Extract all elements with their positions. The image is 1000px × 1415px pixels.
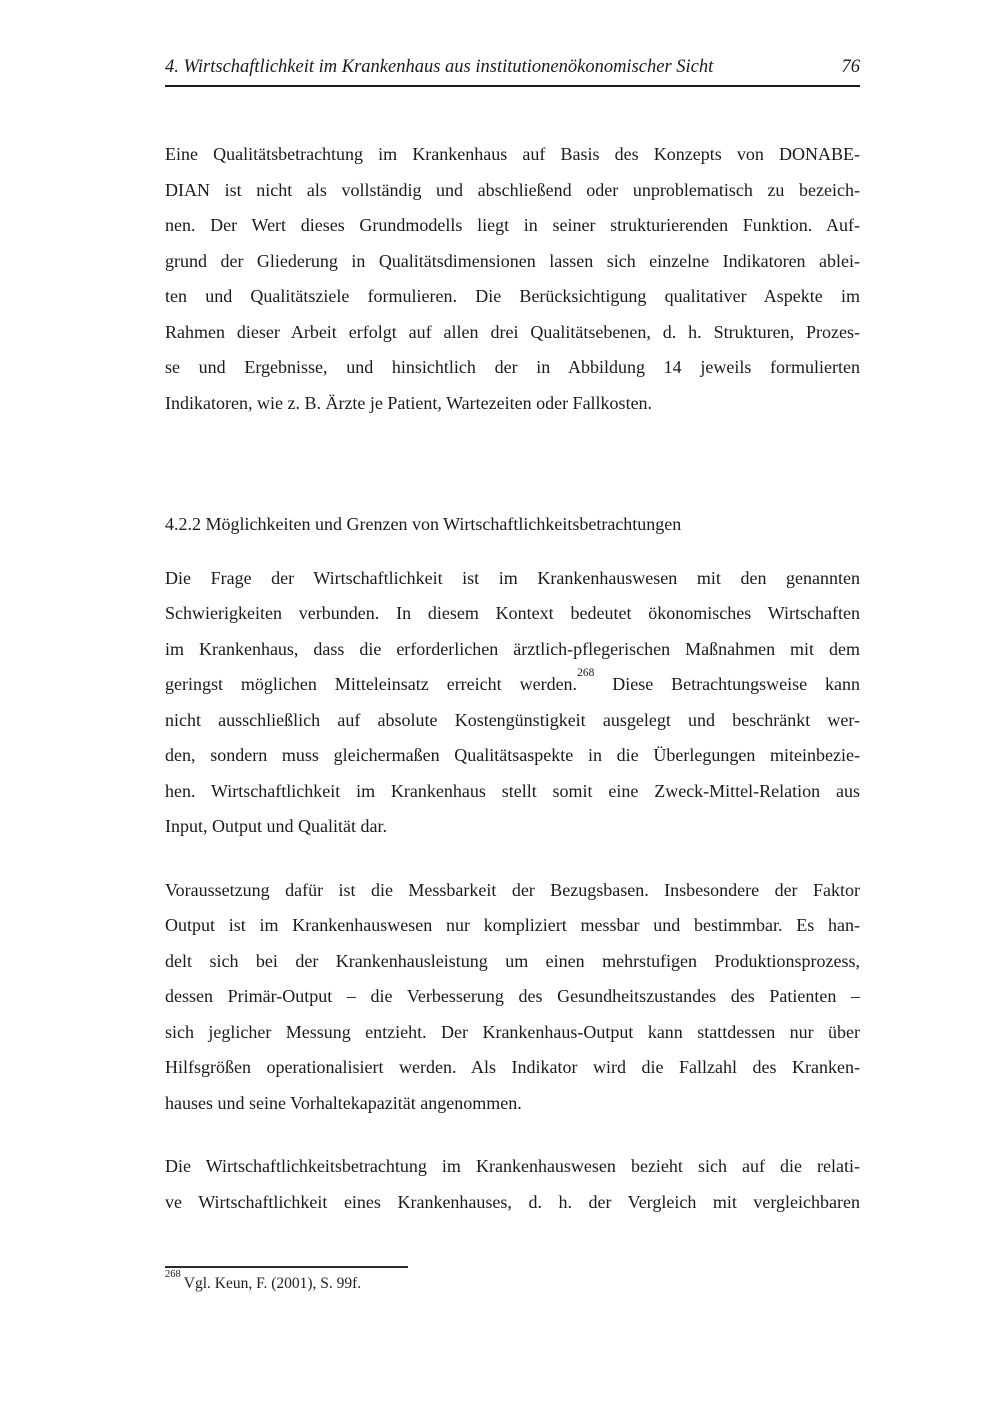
- text-line: se und Ergebnisse, und hinsichtlich der in Abbildung 14 jeweils formulierten: [165, 357, 860, 377]
- text-line: im Krankenhaus, dass die erforderlichen ärztlich-pflegerischen Maßnahmen mit dem: [165, 638, 860, 659]
- text-line: Die Wirtschaftlichkeitsbetrachtung im Krankenhauswesen bezieht sich auf die relati-: [165, 1156, 860, 1176]
- text-line: hen. Wirtschaftlichkeit im Krankenhaus stellt somit eine Zweck-Mittel-Relation aus: [165, 780, 860, 801]
- text-line: DIAN ist nicht als vollständig und abschließend oder unproblematisch zu bezeich-: [165, 179, 860, 200]
- footnote: [165, 1266, 685, 1294]
- footnote-reference: 268: [577, 667, 595, 679]
- text-column: [165, 0, 860, 1248]
- header-title: 4. Wirtschaftlichkeit im Krankenhaus aus institutionenökonomischer Sicht: [165, 57, 714, 77]
- text-line: Die Frage der Wirtschaftlichkeit ist im Krankenhauswesen mit den genannten: [165, 567, 860, 588]
- text-line: den, sondern muss gleichermaßen Qualitätsaspekte in die Überlegungen miteinbezie-: [165, 745, 860, 765]
- section-heading-4-2-2: 4.2.2 Möglichkeiten und Grenzen von Wirtschaftlichkeitsbetrachtungen: [165, 514, 682, 534]
- text-line: geringst möglichen Mitteleinsatz erreicht werden.$^{268}$ Diese Betrachtungsweise kann: [165, 667, 861, 694]
- text-line: nen. Der Wert dieses Grundmodells liegt in seiner strukturierenden Funktion. Auf-: [165, 215, 860, 235]
- body-text: [165, 137, 860, 1220]
- footnote-rule: [165, 1266, 408, 1268]
- footnote-line: [165, 1268, 685, 1294]
- paragraph-2: [165, 561, 860, 845]
- footnote-text: Vgl. Keun, F. (2001), S. 99f.: [183, 1275, 362, 1292]
- text-line: dessen Primär-Output – die Verbesserung des Gesundheitszustandes des Patienten –: [165, 986, 860, 1006]
- text-line: Voraussetzung dafür ist die Messbarkeit der Bezugsbasen. Insbesondere der Faktor: [165, 879, 860, 900]
- footnote-marker: 268: [165, 1268, 181, 1280]
- text-line: Eine Qualitätsbetrachtung im Krankenhaus auf Basis des Konzepts von DONABE-: [165, 144, 860, 164]
- paragraph-1: [165, 137, 860, 421]
- text-line: Input, Output und Qualität dar.: [165, 816, 387, 836]
- paragraph-4: [165, 1149, 860, 1220]
- text-line: delt sich bei der Krankenhausleistung um einen mehrstufigen Produktionsprozess,: [165, 950, 860, 971]
- text-line: grund der Gliederung in Qualitätsdimensionen lassen sich einzelne Indikatoren ablei-: [165, 250, 860, 271]
- text-line: nicht ausschließlich auf absolute Kostengünstigkeit ausgelegt und beschränkt wer-: [165, 709, 860, 730]
- text-line: sich jeglicher Messung entzieht. Der Krankenhaus-Output kann stattdessen nur über: [165, 1021, 860, 1042]
- text-line: Indikatoren, wie z. B. Ärzte je Patient, Wartezeiten oder Fallkosten.: [165, 392, 653, 413]
- text-line: hauses und seine Vorhaltekapazität angenommen.: [165, 1092, 522, 1113]
- text-line: Rahmen dieser Arbeit erfolgt auf allen drei Qualitätsebenen, d. h. Strukturen, Prozes-: [165, 321, 860, 342]
- page-header: [165, 56, 860, 87]
- text-line: Schwierigkeiten verbunden. In diesem Kontext bedeutet ökonomisches Wirtschaften: [165, 603, 860, 623]
- text-line: ten und Qualitätsziele formulieren. Die Berücksichtigung qualitativer Aspekte im: [165, 286, 860, 306]
- text-line: ve Wirtschaftlichkeit eines Krankenhauses, d. h. der Vergleich mit vergleichbaren: [165, 1191, 860, 1212]
- text-line: Hilfsgrößen operationalisiert werden. Als Indikator wird die Fallzahl des Kranken-: [165, 1057, 860, 1077]
- text-line: Output ist im Krankenhauswesen nur kompliziert messbar und bestimmbar. Es han-: [165, 915, 860, 935]
- paragraph-3: [165, 873, 860, 1122]
- header-page-number: 76: [841, 57, 860, 77]
